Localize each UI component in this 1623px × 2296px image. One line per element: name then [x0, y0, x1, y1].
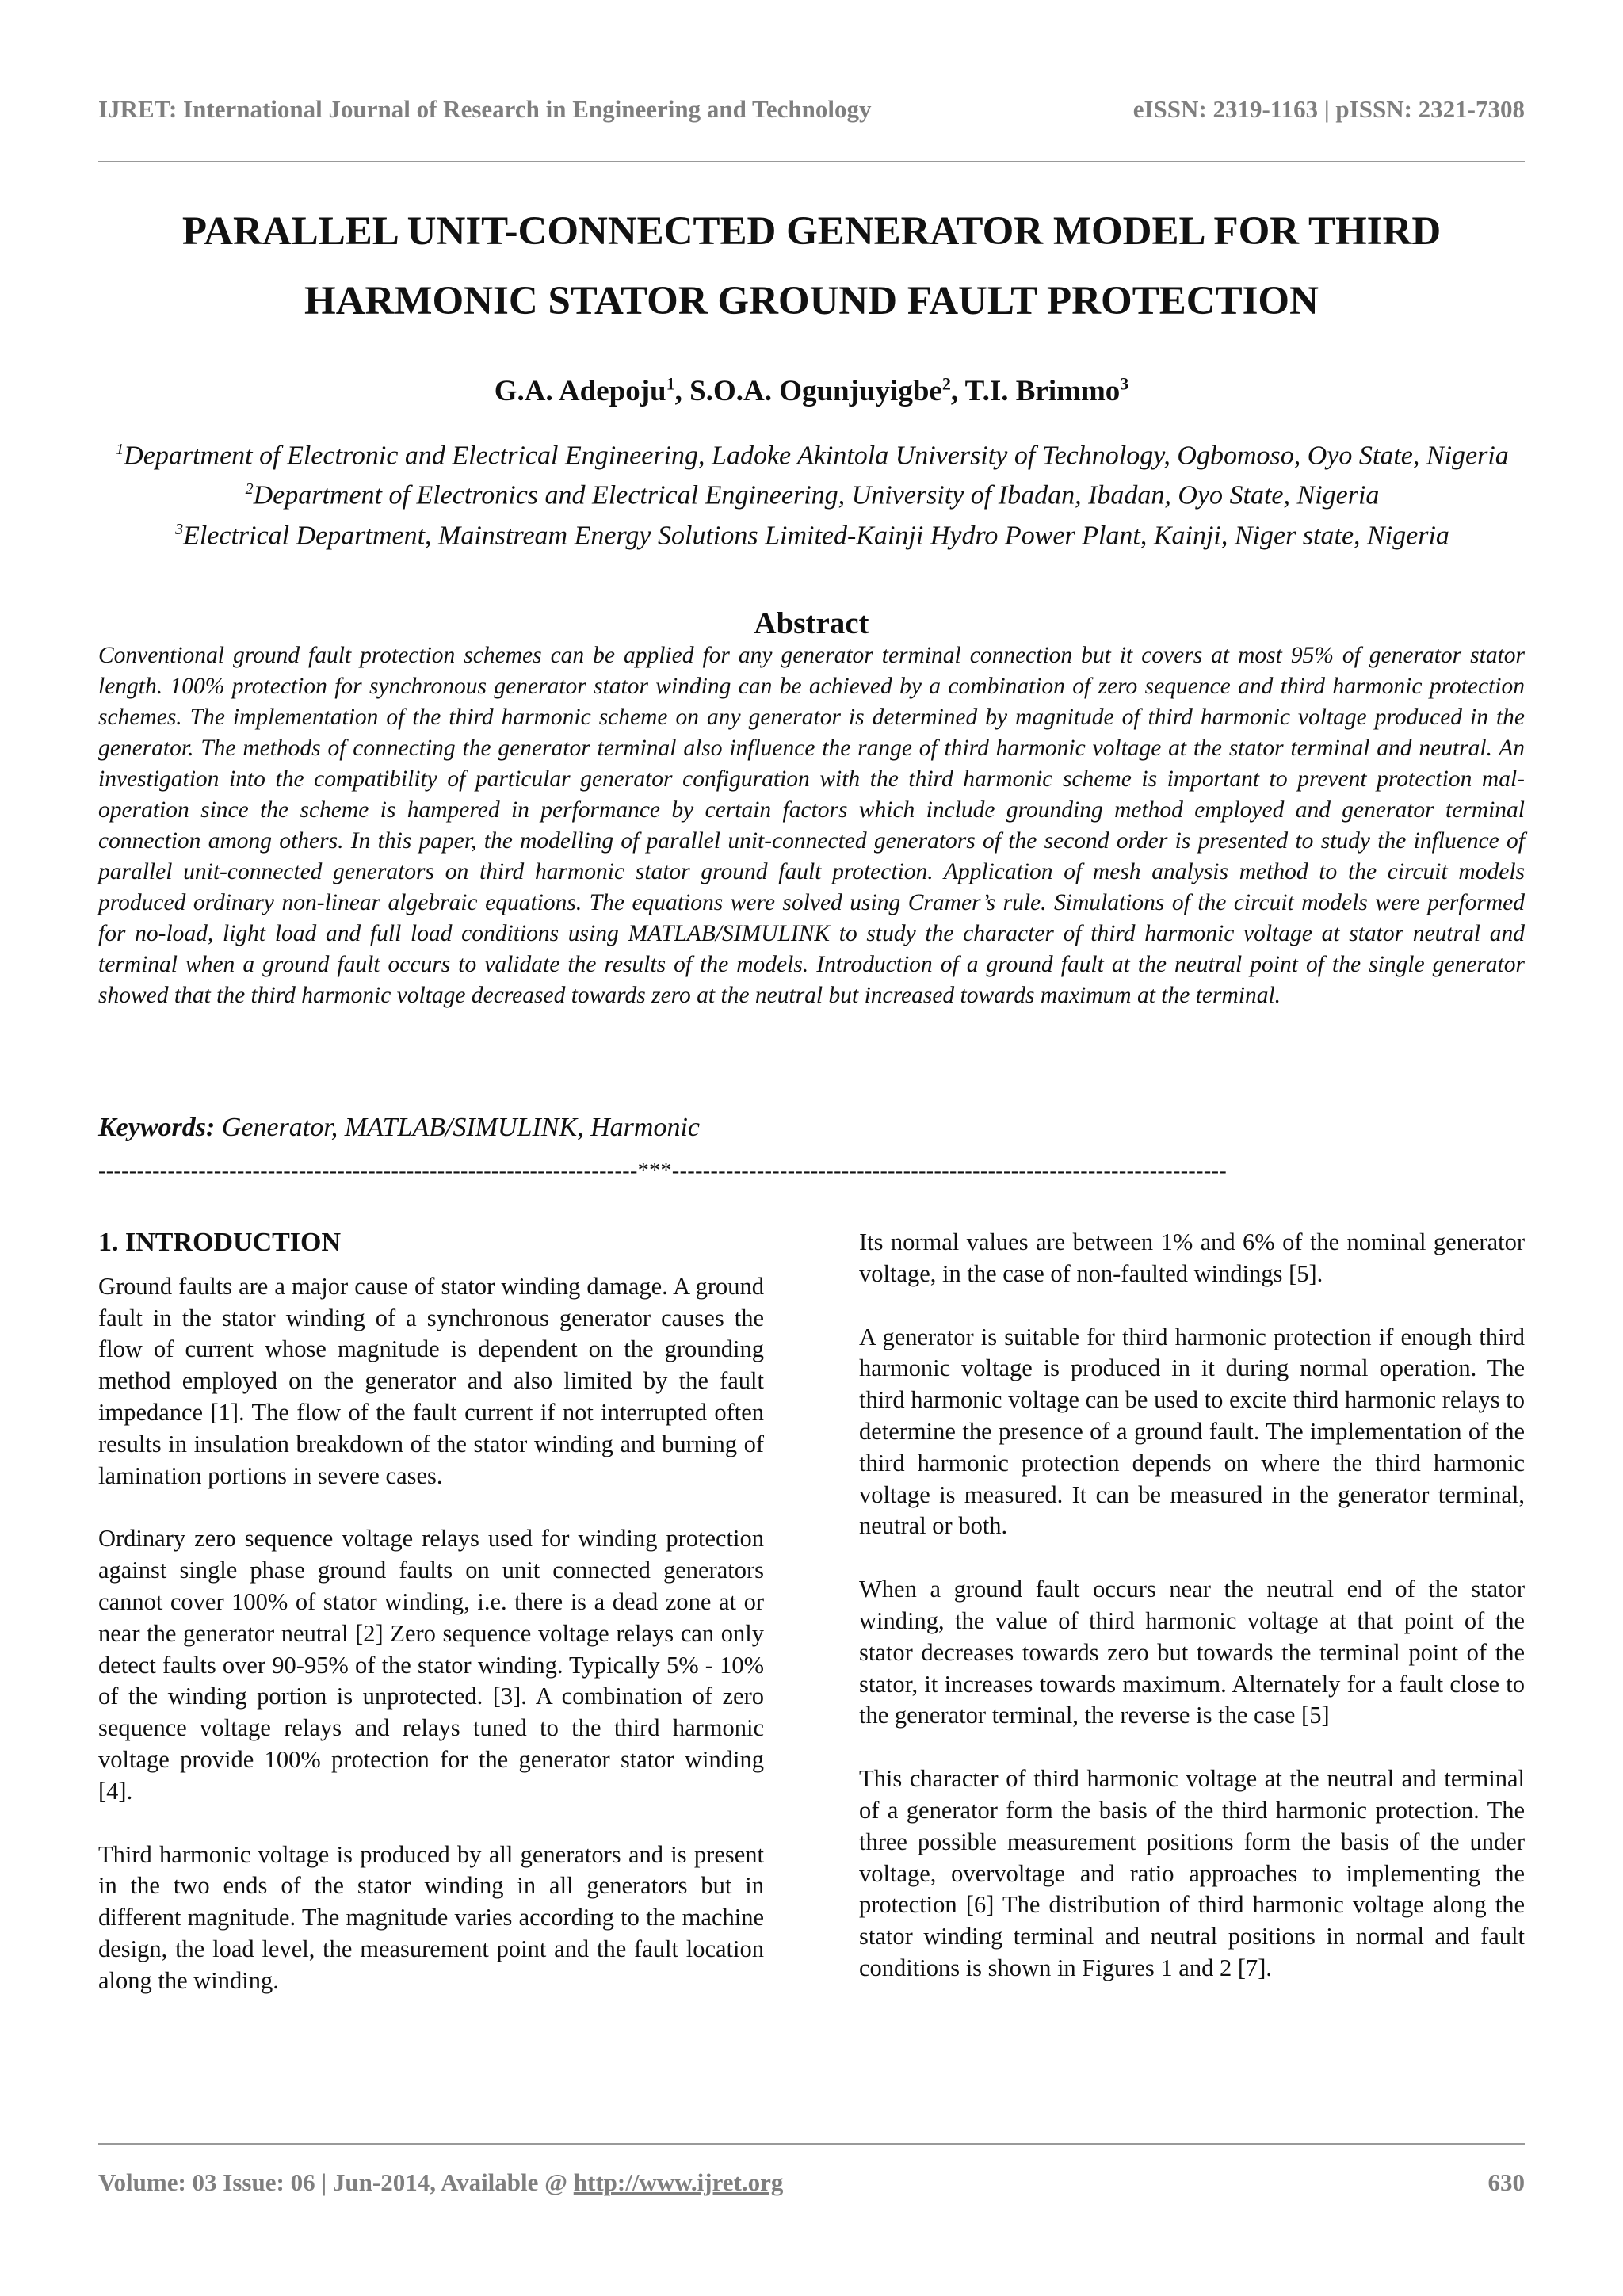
paragraph: Ground faults are a major cause of stator winding damage. A ground fault in the stator winding of a synchronous generator causes the flow of current whose magnitude is dependent on the grounding method employed on the generator and also limited by the fault impedance [1]. The flow of the fault current if not interrupted often results in insulation breakdown of the stator winding and burning of lamination portions in severe cases. [98, 1272, 764, 1489]
page-number: 630 [1487, 2168, 1525, 2196]
journal-name: IJRET: International Journal of Research in Engineering and Technology [98, 95, 872, 123]
affiliation-3: $^3$Electrical Department, Mainstream Energy Solutions Limited-Kainji Hydro Power Plant, Kainji, Niger state, Nigeria [175, 520, 1449, 550]
paragraph: This character of third harmonic voltage at the neutral and terminal of a generator form the basis of the third harmonic protection. The three possible measurement positions form the basis of the under voltage, overvoltage and ratio approaches to implementing the protection [6] The distribution of third harmonic voltage along the stator winding terminal and neutral positions in normal and fault conditions is shown in Figures 1 and 2 [7]. [859, 1765, 1525, 1981]
right-column [859, 1227, 1525, 2016]
paragraph: Its normal values are between 1% and 6% of the nominal generator voltage, in the case of non-faulted windings [5]. [859, 1228, 1525, 1287]
paper-title [98, 197, 1525, 336]
affiliation-1: $^1$Department of Electronic and Electrical Engineering, Ladoke Akintola University of Technology, Ogbomoso, Oyo State, Nigeria [116, 441, 1509, 471]
author-2: S.O.A. Ogunjuyigbe$^2$, [689, 374, 965, 408]
journal-link[interactable]: http://www.ijret.org [573, 2168, 784, 2196]
abstract-heading: Abstract [754, 606, 869, 640]
title-line-1: PARALLEL UNIT-CONNECTED GENERATOR MODEL FOR THIRD [181, 209, 1442, 254]
footer-volume: Volume: 03 Issue: 06 | Jun-2014, Available @ http://www.ijret.org [98, 2168, 784, 2196]
section-heading-introduction: 1. INTRODUCTION [98, 1228, 342, 1257]
author-1: G.A. Adepoju$^1$, [494, 374, 690, 408]
title-line-2: HARMONIC STATOR GROUND FAULT PROTECTION [304, 279, 1319, 323]
keywords-label: Keywords: [98, 1113, 216, 1142]
paragraph: Third harmonic voltage is produced by all generators and is present in the two ends of the stator winding in all generators but in different magnitude. The magnitude varies according to the machine design, the load level, the measurement point and the fault location along the winding. [98, 1840, 764, 1994]
header-rule [98, 161, 1525, 162]
issn: eISSN: 2319-1163 | pISSN: 2321-7308 [1132, 95, 1525, 123]
footer-rule [98, 2143, 1525, 2145]
author-list [98, 374, 1525, 408]
keywords [98, 1113, 1525, 1143]
left-column [98, 1227, 764, 2029]
paragraph: A generator is suitable for third harmonic protection if enough third harmonic voltage is produced in it during normal operation. The third harmonic voltage can be used to excite third harmonic relays to determine the presence of a ground fault. The implementation of the third harmonic protection depends on where the third harmonic voltage is measured. It can be measured in the generator terminal, neutral or both. [859, 1323, 1525, 1540]
author-3: T.I. Brimmo$^3$ [964, 374, 1129, 408]
paragraph: Ordinary zero sequence voltage relays used for winding protection against single phase ground faults on unit connected generators cannot cover 100% of stator winding, i.e. there is a dead zone at or near the generator neutral [2] Zero sequence voltage relays can only detect faults over 90-95% of the stator winding. Typically 5% - 10% of the winding portion is unprotected. [3]. A combination of zero sequence voltage relays and relays tuned to the third harmonic voltage provide 100% protection for the generator stator winding [4]. [98, 1525, 764, 1805]
paragraph: When a ground fault occurs near the neutral end of the stator winding, the value of third harmonic voltage at that point of the stator decreases towards zero but towards the terminal point of the stator, it increases towards maximum. Alternately for a fault close to the generator terminal, the reverse is the case [5] [859, 1576, 1525, 1729]
affiliation-2: $^2$Department of Electronics and Electrical Engineering, University of Ibadan, Ibadan, Oyo State, Nigeria [245, 480, 1380, 510]
section-separator: ----------------------------------------------------------------------***------------------------------------------------------------------------ [98, 1159, 1228, 1183]
abstract-text: Conventional ground fault protection schemes can be applied for any generator terminal connection but it covers at most 95% of generator stator length. 100% protection for synchronous generator stator winding can be achieved by a combination of zero sequence and third harmonic protection schemes. The implementation of the third harmonic scheme on any generator is determined by magnitude of third harmonic voltage produced in the generator. The methods of connecting the generator terminal also influence the range of third harmonic voltage at the stator terminal and neutral. An investigation into the compatibility of particular generator configuration with the third harmonic scheme is important to prevent protection mal-operation since the scheme is hampered in performance by certain factors which include grounding method employed and generator terminal connection among others. In this paper, the modelling of parallel unit-connected generators of the second order is presented to study the influence of parallel unit-connected generators on third harmonic stator ground fault protection. Application of mesh analysis method to the circuit models produced ordinary non-linear algebraic equations. The equations were solved using Cramer’s rule. Simulations of the circuit models were performed for no-load, light load and full load conditions using MATLAB/SIMULINK to study the character of third harmonic voltage at stator neutral and terminal when a ground fault occurs to validate the results of the models. Introduction of a ground fault at the neutral point of the single generator showed that the third harmonic voltage decreased towards zero at the neutral but increased towards maximum at the terminal. [98, 643, 1525, 1008]
affiliations [87, 433, 1537, 552]
keywords-text: Generator, MATLAB/SIMULINK, Harmonic [215, 1113, 700, 1142]
